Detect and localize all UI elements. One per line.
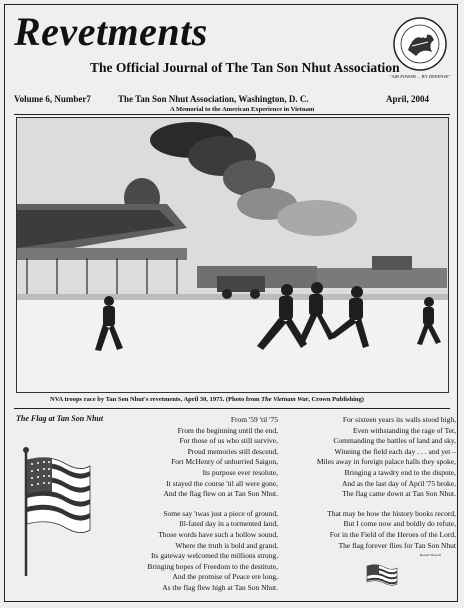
association-location: The Tan Son Nhut Association, Washington, D. C. [118, 94, 309, 104]
poem-line: Its gateway welcomed the millions strong, [150, 551, 278, 561]
poem-line: The flag came down at Tan Son Nhut. [342, 489, 456, 499]
journal-subtitle: The Official Journal of The Tan Son Nhut Association [90, 60, 400, 75]
poem-line: Fort McHenry of unhurried Saigon, [171, 457, 278, 467]
poem-line: And the promise of Peace ere long, [172, 572, 278, 582]
poem-line: But I come now and boldly do refute, [343, 519, 456, 529]
poem-author: Robert Howell [420, 553, 441, 557]
poem-line: Winning the field each day . . . and yet – [334, 446, 456, 456]
poem-line: For sixteen years its walls stood high, [342, 415, 456, 424]
memorial-tagline: A Memorial to the American Experience in Vietnam [170, 106, 315, 113]
poem-line: Bringing a tawdry end to the dispute, [344, 467, 456, 477]
issue-date: April, 2004 [386, 94, 430, 104]
journal-title: Revetments [14, 9, 208, 54]
poem-title: The Flag at Tan Son Nhut [16, 414, 104, 423]
poem-line: As the flag flew high at Tan Son Nhut. [162, 582, 278, 592]
poem-stanza-1 [108, 415, 278, 500]
poem-line: Proud memories still descend, [187, 446, 278, 456]
poem-line: And as the last day of April '75 broke, [341, 478, 456, 488]
poem-line: Miles away in foreign palace halls they spoke, [316, 457, 456, 467]
poem-column-left [108, 415, 278, 603]
poem-line: Those words have such a hollow sound, [158, 529, 278, 539]
poem-stanza-3 [286, 415, 456, 500]
small-flag-icon [366, 563, 398, 589]
volume-number: Volume 6, Number7 [14, 94, 91, 104]
photo-illustration [17, 118, 448, 392]
cover-photo [16, 117, 449, 393]
poem-line: From '59 'til '75 [230, 415, 278, 424]
poem-line: For those of us who still survive, [179, 436, 278, 446]
photo-caption: NVA troops race by Tan Son Nhut's revetments, April 30, 1975. (Photo from The Vietnam War, Crown Publishing) [50, 396, 364, 403]
poem-line: Commanding the battles of land and sky, [333, 436, 456, 446]
poem-line: Where the truth is bold and grand, [175, 540, 278, 550]
poem-column-right [286, 415, 456, 560]
poem-line: From the beginning until the end, [177, 425, 278, 435]
poem-line: That may be how the history books record, [327, 508, 456, 518]
association-seal-icon [392, 16, 448, 72]
poem-line: Its purpose ever resolute, [202, 467, 278, 477]
poem-stanza-2 [108, 509, 278, 594]
poem-line: The flag forever flies for Tan Son Nhut [338, 540, 456, 550]
poem-line: Bringing hopes of Freedom to the destitute, [147, 561, 278, 571]
poem-line: It stayed the course 'til all were gone, [166, 478, 278, 488]
american-flag-icon [20, 446, 92, 578]
poem-stanza-4 [286, 509, 456, 551]
poem-line: For in the Field of the Heroes of the Lord, [329, 529, 456, 539]
poem-line: Even withstanding the rage of Tet, [352, 425, 456, 435]
header-rule [14, 114, 450, 115]
caption-rule [14, 408, 450, 409]
poem-line: And the flag flew on at Tan Son Nhut. [163, 489, 278, 499]
poem-line: Some say 'twas just a piece of ground, [163, 508, 278, 518]
poem-line: Ill-fated day in a tormented land, [179, 519, 278, 529]
seal-caption: "AIR POWER ... BY DEFENSE" [389, 74, 451, 79]
